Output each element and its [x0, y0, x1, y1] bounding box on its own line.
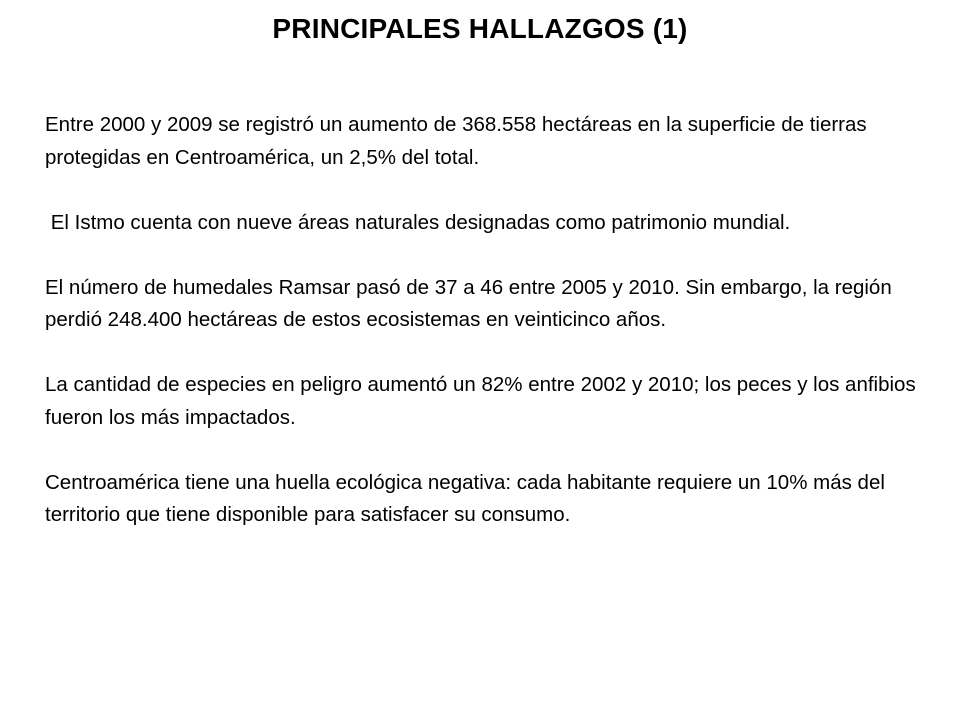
finding-ecological-footprint: Centroamérica tiene una huella ecológica negativa: cada habitante requiere un 10% más del territorio que tiene disponible para satisfacer su consumo.	[45, 470, 885, 526]
finding-ramsar-wetlands: El número de humedales Ramsar pasó de 37 a 46 entre 2005 y 2010. Sin embargo, la región perdió 248.400 hectáreas de estos ecosistemas en veinticinco años.	[45, 275, 892, 331]
slide-title: PRINCIPALES HALLAZGOS (1)	[272, 13, 688, 44]
finding-endangered-species: La cantidad de especies en peligro aumentó un 82% entre 2002 y 2010; los peces y los anfibios fueron los más impactados.	[45, 373, 916, 429]
finding-world-heritage: El Istmo cuenta con nueve áreas naturales designadas como patrimonio mundial.	[45, 210, 791, 234]
slide-body	[45, 109, 920, 532]
finding-protected-areas: Entre 2000 y 2009 se registró un aumento de 368.558 hectáreas en la superficie de tierras protegidas en Centroamérica, un 2,5% del total.	[45, 113, 867, 169]
